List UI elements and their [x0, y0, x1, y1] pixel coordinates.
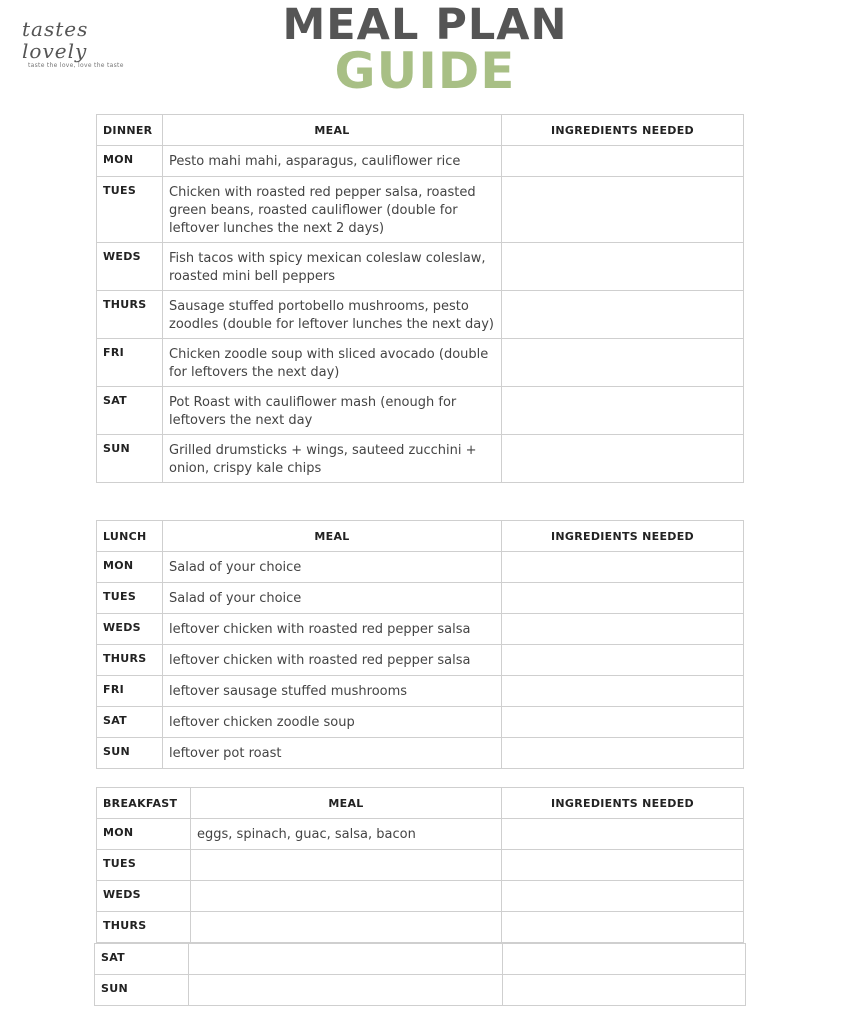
day-label: MON	[97, 552, 163, 583]
breakfast-extra-table	[94, 943, 746, 1006]
ingredients-cell[interactable]	[502, 435, 744, 483]
table-row	[97, 177, 744, 243]
table-row	[97, 707, 744, 738]
ingredients-cell[interactable]	[502, 552, 744, 583]
table-header-row	[97, 788, 744, 819]
day-label: SUN	[97, 435, 163, 483]
meal-cell[interactable]	[191, 850, 502, 881]
meal-cell: leftover chicken zoodle soup	[163, 707, 502, 738]
table-header-row	[97, 115, 744, 146]
meal-cell: leftover chicken with roasted red pepper salsa	[163, 645, 502, 676]
day-label: THURS	[97, 291, 163, 339]
meal-cell: Pot Roast with cauliflower mash (enough for leftovers the next day	[163, 387, 502, 435]
day-label: SAT	[97, 387, 163, 435]
ingredients-cell[interactable]	[502, 177, 744, 243]
table-row	[97, 738, 744, 769]
day-label: WEDS	[97, 614, 163, 645]
table-row	[97, 912, 744, 943]
day-label: TUES	[97, 177, 163, 243]
table-row	[97, 435, 744, 483]
table-row	[97, 291, 744, 339]
day-label: THURS	[97, 645, 163, 676]
day-label: TUES	[97, 583, 163, 614]
ingredients-cell[interactable]	[502, 676, 744, 707]
day-label: SUN	[95, 975, 189, 1006]
ingredients-cell[interactable]	[502, 819, 744, 850]
table-row	[97, 850, 744, 881]
day-label: FRI	[97, 339, 163, 387]
lunch-header-ingredients: INGREDIENTS NEEDED	[502, 521, 744, 552]
day-label: SAT	[95, 944, 189, 975]
meal-cell: leftover chicken with roasted red pepper salsa	[163, 614, 502, 645]
table-row	[97, 339, 744, 387]
table-row	[97, 614, 744, 645]
ingredients-cell[interactable]	[502, 243, 744, 291]
table-row	[97, 552, 744, 583]
breakfast-header-day: BREAKFAST	[97, 788, 191, 819]
logo-tagline: taste the love, love the taste	[28, 62, 124, 69]
day-label: SUN	[97, 738, 163, 769]
lunch-header-meal: MEAL	[163, 521, 502, 552]
ingredients-cell[interactable]	[502, 291, 744, 339]
table-row	[97, 387, 744, 435]
ingredients-cell[interactable]	[503, 975, 746, 1006]
breakfast-header-meal: MEAL	[191, 788, 502, 819]
dinner-header-day: DINNER	[97, 115, 163, 146]
page-title: MEAL PLAN	[282, 0, 568, 50]
day-label: WEDS	[97, 881, 191, 912]
meal-cell: eggs, spinach, guac, salsa, bacon	[191, 819, 502, 850]
ingredients-cell[interactable]	[502, 387, 744, 435]
meal-cell: Grilled drumsticks + wings, sauteed zucchini + onion, crispy kale chips	[163, 435, 502, 483]
day-label: MON	[97, 819, 191, 850]
ingredients-cell[interactable]	[502, 583, 744, 614]
meal-cell: Chicken with roasted red pepper salsa, roasted green beans, roasted cauliflower (double for leftover lunches the next 2 days)	[163, 177, 502, 243]
ingredients-cell[interactable]	[502, 146, 744, 177]
ingredients-cell[interactable]	[502, 645, 744, 676]
ingredients-cell[interactable]	[502, 881, 744, 912]
table-row	[97, 676, 744, 707]
meal-cell: leftover pot roast	[163, 738, 502, 769]
day-label: WEDS	[97, 243, 163, 291]
table-row	[97, 583, 744, 614]
table-row	[97, 819, 744, 850]
meal-cell: leftover sausage stuffed mushrooms	[163, 676, 502, 707]
breakfast-table	[96, 787, 744, 943]
meal-cell[interactable]	[189, 944, 503, 975]
ingredients-cell[interactable]	[502, 912, 744, 943]
day-label: SAT	[97, 707, 163, 738]
ingredients-cell[interactable]	[503, 944, 746, 975]
day-label: THURS	[97, 912, 191, 943]
lunch-header-day: LUNCH	[97, 521, 163, 552]
dinner-header-meal: MEAL	[163, 115, 502, 146]
meal-cell: Pesto mahi mahi, asparagus, cauliflower rice	[163, 146, 502, 177]
lunch-table	[96, 520, 744, 769]
meal-cell[interactable]	[191, 881, 502, 912]
table-row	[95, 944, 746, 975]
dinner-table	[96, 114, 744, 483]
logo-name: tastes lovely	[22, 17, 89, 63]
ingredients-cell[interactable]	[502, 339, 744, 387]
table-row	[97, 881, 744, 912]
dinner-header-ingredients: INGREDIENTS NEEDED	[502, 115, 744, 146]
page-subtitle: GUIDE	[334, 42, 516, 100]
table-row	[97, 243, 744, 291]
day-label: FRI	[97, 676, 163, 707]
table-row	[95, 975, 746, 1006]
ingredients-cell[interactable]	[502, 850, 744, 881]
meal-cell: Salad of your choice	[163, 552, 502, 583]
meal-cell: Salad of your choice	[163, 583, 502, 614]
table-row	[97, 645, 744, 676]
table-row	[97, 146, 744, 177]
ingredients-cell[interactable]	[502, 707, 744, 738]
ingredients-cell[interactable]	[502, 614, 744, 645]
meal-cell: Chicken zoodle soup with sliced avocado (double for leftovers the next day)	[163, 339, 502, 387]
day-label: TUES	[97, 850, 191, 881]
meal-cell[interactable]	[191, 912, 502, 943]
table-header-row	[97, 521, 744, 552]
meal-cell: Sausage stuffed portobello mushrooms, pesto zoodles (double for leftover lunches the next day)	[163, 291, 502, 339]
ingredients-cell[interactable]	[502, 738, 744, 769]
meal-cell: Fish tacos with spicy mexican coleslaw coleslaw, roasted mini bell peppers	[163, 243, 502, 291]
breakfast-header-ingredients: INGREDIENTS NEEDED	[502, 788, 744, 819]
day-label: MON	[97, 146, 163, 177]
meal-cell[interactable]	[189, 975, 503, 1006]
